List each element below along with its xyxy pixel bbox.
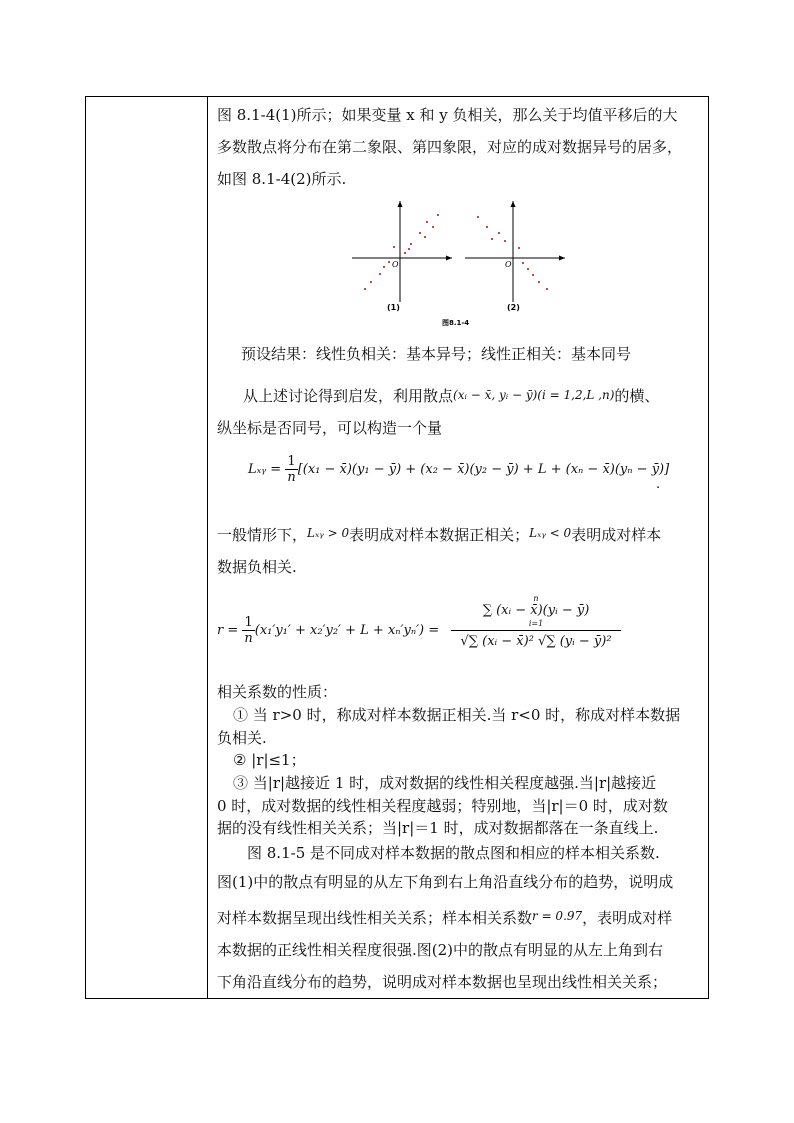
lxy-period: . xyxy=(656,477,661,492)
para3-line1 xyxy=(217,517,705,551)
property-1-line1: ① 当 r>0 时，称成对样本数据正相关.当 r<0 时，称成对样本数据 xyxy=(233,706,681,724)
lesson-table xyxy=(85,96,709,999)
lxy-body: [(x₁ − x̄)(y₁ − ȳ) + (x₂ − x̄)(y₂ − ȳ) + L + (xₙ − x̄)(yₙ − ȳ)] xyxy=(297,462,670,477)
point xyxy=(522,262,524,264)
point xyxy=(486,226,488,228)
r-rhs-numerator: ∑ (xᵢ − x̄)(yᵢ − ȳ) xyxy=(482,603,590,618)
subfigure-2-label: (2) xyxy=(507,303,520,312)
scatter-plot-2 xyxy=(465,201,565,312)
point xyxy=(538,281,540,283)
r-value: r = 0.97 xyxy=(532,909,583,923)
lxy-formula xyxy=(248,454,669,485)
point xyxy=(426,221,428,223)
r-num-sum-bottom: i=1 xyxy=(451,619,621,631)
origin-label-1: O xyxy=(392,260,399,269)
property-3-line2: 0 时，成对数据的线性相关程度越弱；特别地，当|r|＝0 时，成对数 xyxy=(217,797,668,815)
para4-line5: 下角沿直线分布的趋势，说明成对样本数据也呈现出线性相关关系； xyxy=(217,973,668,991)
para2-line1 xyxy=(243,379,731,412)
para3-line2: 数据负相关. xyxy=(217,558,297,576)
figure-caption: 图8.1-4 xyxy=(442,319,470,327)
r-num-sum-top: n xyxy=(533,594,539,603)
point xyxy=(410,243,412,245)
point xyxy=(388,261,390,263)
para4-line2: 图(1)中的散点有明显的从左下角到右上角沿直线分布的趋势，说明成 xyxy=(217,873,674,891)
para4-text-a: 对样本数据呈现出线性相关关系；样本相关系数 xyxy=(217,909,533,927)
para1-line2: 多数散点将分布在第二象限、第四象限，对应的成对数据异号的居多， xyxy=(217,138,683,156)
points-1 xyxy=(364,214,439,290)
point xyxy=(379,273,381,275)
point xyxy=(393,246,395,248)
r-body: (x₁′y₁′ + x₂′y₂′ + L + xₙ′yₙ′) = xyxy=(254,623,440,638)
para1-line1: 图 8.1-4(1)所示；如果变量 x 和 y 负相关，那么关于均值平移后的大 xyxy=(217,106,678,124)
left-column-cell xyxy=(86,97,208,998)
r-rhs-fraction xyxy=(451,594,621,653)
y-axis-arrow-1 xyxy=(398,201,403,207)
point xyxy=(364,288,366,290)
lxy-frac-num: 1 xyxy=(285,454,297,470)
point xyxy=(370,281,372,283)
property-2: ② |r|≤1； xyxy=(233,751,306,769)
lxy-negative-condition: Lₓᵧ < 0 xyxy=(529,526,572,540)
point xyxy=(504,240,506,242)
lxy-lhs: Lₓᵧ = xyxy=(248,462,282,477)
para3-text-a: 一般情形下， xyxy=(217,526,308,544)
point xyxy=(408,248,410,250)
lxy-fraction xyxy=(285,454,297,485)
r-formula-left xyxy=(217,615,439,646)
x-axis-arrow-1 xyxy=(446,256,452,261)
para2-line2: 纵坐标是否同号，可以构造一个量 xyxy=(217,419,443,437)
x-axis-arrow-2 xyxy=(559,256,565,261)
para4-text-b: ，表明成对样 xyxy=(582,909,673,927)
point xyxy=(518,247,520,249)
subfigure-1-label: (1) xyxy=(387,303,400,312)
r-rhs-denominator: √∑ (xᵢ − x̄)² √∑ (yᵢ − ȳ)² xyxy=(460,634,612,649)
properties-heading: 相关系数的性质： xyxy=(217,683,338,701)
point xyxy=(477,216,479,218)
lxy-positive-condition: Lₓᵧ > 0 xyxy=(307,526,350,540)
para1-line3: 如图 8.1-4(2)所示. xyxy=(217,170,347,188)
property-1-line2: 负相关. xyxy=(217,729,267,747)
para4-line4: 本数据的正线性相关程度很强.图(2)中的散点有明显的从左上角到右 xyxy=(217,941,664,959)
para2-text-a: 从上述讨论得到启发，利用散点 xyxy=(243,387,454,405)
lxy-frac-den: n xyxy=(287,470,296,485)
y-axis-arrow-2 xyxy=(511,201,516,207)
r-lhs: r = xyxy=(217,623,239,638)
point xyxy=(527,268,529,270)
scatter-plot-1 xyxy=(352,201,452,312)
point xyxy=(491,238,493,240)
para3-text-b: 表明成对样本数据正相关； xyxy=(349,526,530,544)
point xyxy=(404,252,406,254)
content-cell xyxy=(217,97,705,998)
point xyxy=(424,236,426,238)
origin-label-2: O xyxy=(505,260,512,269)
point xyxy=(532,274,534,276)
point xyxy=(546,288,548,290)
scatter-point-expression: (xᵢ − x̄, yᵢ − ȳ)(i = 1,2,L ,n) xyxy=(453,388,615,402)
para3-text-c: 表明成对样本 xyxy=(571,526,662,544)
para2-text-b: 的横、 xyxy=(614,387,660,405)
r-fraction xyxy=(242,615,254,646)
property-3-line3: 据的没有线性相关关系；当|r|＝1 时，成对数据都落在一条直线上. xyxy=(217,819,659,837)
para4-line3 xyxy=(217,900,705,934)
r-frac-den: n xyxy=(244,631,253,646)
scatter-figure-8-1-4 xyxy=(347,197,587,332)
point xyxy=(432,226,434,228)
point xyxy=(419,232,421,234)
point xyxy=(498,232,500,234)
point xyxy=(383,266,385,268)
preset-result: 预设结果：线性负相关：基本异号；线性正相关：基本同号 xyxy=(241,345,632,363)
property-3-line1: ③ 当|r|越接近 1 时，成对数据的线性相关程度越强.当|r|越接近 xyxy=(233,774,657,792)
point xyxy=(437,214,439,216)
r-frac-num: 1 xyxy=(242,615,254,631)
para4-line1: 图 8.1-5 是不同成对样本数据的散点图和相应的样本相关系数. xyxy=(247,844,660,862)
